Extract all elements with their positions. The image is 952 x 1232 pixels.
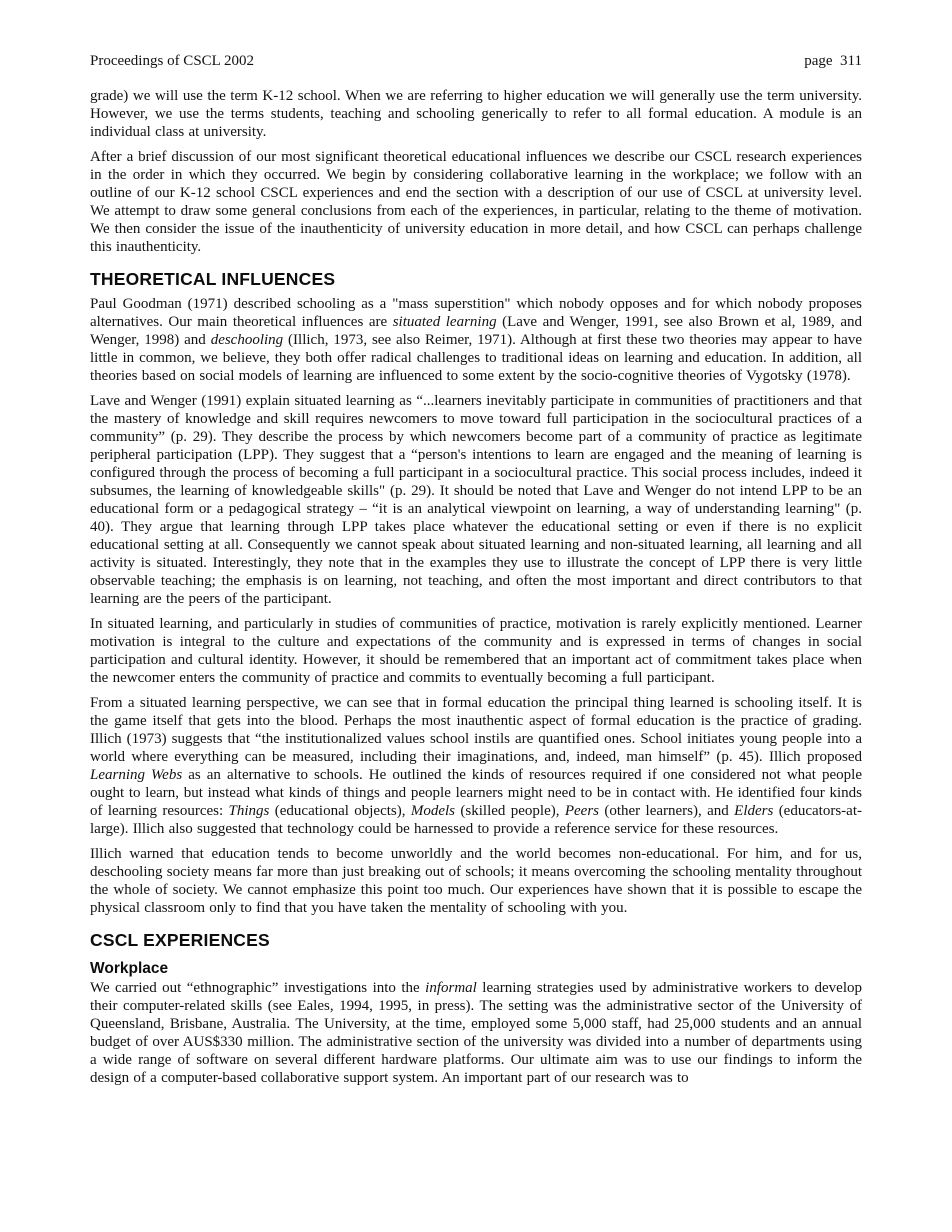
paragraph xyxy=(90,979,862,1087)
paragraph xyxy=(90,87,862,141)
italic-text-run: deschooling xyxy=(210,332,284,348)
section-heading: CSCL EXPERIENCES xyxy=(90,930,270,950)
text-run: After a brief discussion of our most significant theoretical educational influences we describe our CSCL research experiences in the order in which they occurred. We begin by considering collaborative learning in the workplace; we follow with an outline of our K-12 school CSCL experiences and end the section with a description of our use of CSCL at university level. We attempt to draw some general conclusions from each of the experiences, in particular, relating to the theme of motivation. We then consider the issue of the inauthenticity of university education in more detail, and how CSCL can perhaps challenge this inauthenticity. xyxy=(90,149,862,255)
text-run: (skilled people), xyxy=(455,803,565,819)
text-run: Lave and Wenger (1991) explain situated learning as “...learners inevitably participate in communities of practitioners and that the mastery of knowledge and skill requires newcomers to move toward full participation in the sociocultural practices of a community” (p. 29). They describe the process by which newcomers become part of a community of practice as legitimate peripheral participation (LPP). They suggest that a “person's intentions to learn are engaged and the meaning of learning is configured through the process of becoming a full participant in a sociocultural practice. This social process includes, indeed it subsumes, the learning of knowledgeable skills" (p. 29). It should be noted that Lave and Wenger do not intend LPP to be an educational form or a pedagogical strategy – “it is an analytical viewpoint on learning, a way of understanding learning" (p. 40). They argue that learning through LPP takes place whatever the educational setting or even if there is no explicit educational setting at all. Consequently we cannot speak about situated learning and non-situated learning, all learning and all activity is situated. Interestingly, they note that in the examples they use to illustrate the concept of LPP there is very little observable teaching; the emphasis is on learning, not teaching, and often the most important and direct contributors to that learning are the peers of the participant. xyxy=(90,393,862,607)
text-run: We carried out “ethnographic” investigations into the xyxy=(90,980,426,996)
italic-text-run: Models xyxy=(410,803,456,819)
text-run: (educators-at-large). Illich also suggested that technology could be harnessed to provide a reference service for these resources. xyxy=(90,803,862,837)
text-run: (educational objects), xyxy=(269,803,411,819)
text-run: learning strategies used by administrative workers to develop their computer-related skills (see Eales, 1994, 1995, in press). The setting was the administrative sector of the University of Queensland, Brisbane, Australia. The University, at the time, employed some 5,000 staff, had 25,000 students and an annual budget of over AUS$330 million. The administrative section of the university was divided into a number of departments using a wide range of software on several different hardware platforms. Our ultimate aim was to use our findings to inform the design of a computer-based collaborative support system. An important part of our research was to xyxy=(90,980,862,1086)
paragraph xyxy=(90,694,862,838)
text-run: From a situated learning perspective, we can see that in formal education the principal thing learned is schooling itself. It is the game itself that gets into the blood. Perhaps the most inauthentic aspect of formal education is the practice of grading. Illich (1973) suggests that “the institutionalized values school instils are quantified ones. School initiates young people into a world where everything can be measured, including their imaginations, and, indeed, man himself” (p. 45). Illich proposed xyxy=(90,695,862,765)
subsection-heading: Workplace xyxy=(90,960,169,977)
text-run: (Illich, 1973, see also Reimer, 1971). Although at first these two theories may appear to have little in common, we believe, they both offer radical challenges to traditional ideas on learning and education. In addition, all theories based on social models of learning are influenced to some extent by the socio-cognitive theories of Vygotsky (1978). xyxy=(90,332,863,384)
text-run: (Lave and Wenger, 1991, see also Brown et al, 1989, and Wenger, 1998) and xyxy=(90,314,863,348)
document-body xyxy=(90,87,862,1087)
paragraph xyxy=(90,295,862,385)
text-run: Paul Goodman (1971) described schooling as a "mass superstition" which nobody opposes and for which nobody proposes alternatives. Our main theoretical influences are xyxy=(90,296,862,330)
italic-text-run: Elders xyxy=(734,803,774,819)
header-page-number: page 311 xyxy=(804,53,862,69)
header-proceedings-title: Proceedings of CSCL 2002 xyxy=(90,53,255,69)
section-heading: THEORETICAL INFLUENCES xyxy=(90,269,336,289)
italic-text-run: Things xyxy=(228,803,270,819)
italic-text-run: Peers xyxy=(564,803,599,819)
paragraph xyxy=(90,148,862,256)
paragraph xyxy=(90,392,862,608)
text-run: grade) we will use the term K-12 school. When we are referring to higher education we will generally use the term university. However, we use the terms students, teaching and schooling generically to refer to all formal education. A module is an individual class at university. xyxy=(90,88,862,140)
page-header xyxy=(90,52,862,70)
text-run: Illich warned that education tends to become unworldly and the world becomes non-educational. For him, and for us, deschooling society means far more than just breaking out of schools; it means overcoming the schooling mentality throughout the whole of society. We cannot emphasize this point too much. Our experiences have shown that it is possible to escape the physical classroom only to find that you have taken the mentality of schooling with you. xyxy=(90,846,862,916)
text-run: as an alternative to schools. He outlined the kinds of resources required if one considered not what people ought to learn, but instead what kinds of things and people learners might need to be in contact with. He identified four kinds of learning resources: xyxy=(90,767,862,819)
text-run: (other learners), and xyxy=(599,803,735,819)
italic-text-run: informal xyxy=(425,980,477,996)
paragraph xyxy=(90,615,862,687)
text-run: In situated learning, and particularly in studies of communities of practice, motivation is rarely explicitly mentioned. Learner motivation is integral to the culture and expectations of the community and is expressed in terms of changes in social participation and cultural identity. However, it should be remembered that an important act of commitment takes place when the newcomer enters the community of practice and commits to eventually becoming a full participant. xyxy=(90,616,862,686)
italic-text-run: situated learning xyxy=(392,314,497,330)
paragraph xyxy=(90,845,862,917)
italic-text-run: Learning Webs xyxy=(90,767,183,783)
